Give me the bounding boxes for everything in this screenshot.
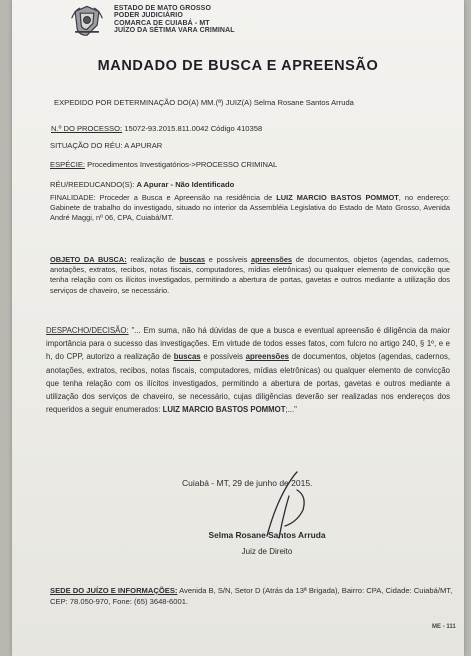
situacao-label: SITUAÇÃO DO RÉU: xyxy=(50,141,123,150)
expedido-value: Selma Rosane Santos Arruda xyxy=(253,98,354,107)
objeto-text: e possíveis xyxy=(208,255,248,264)
situacao-value: A APURAR xyxy=(124,141,163,150)
signer-name: Selma Rosane Santos Arruda xyxy=(208,530,326,540)
objeto-text: de documentos, objetos (agendas, cadernos, anotações, extratos, recibos, notas fiscais, computadores, mídias eletrônicas) ou qualquer elemento de convicção que tenha relação com os ilícitos investigados, permitindo a abertura de portas, gavetas e outros mediante a utilização dos serviços de chaveiro, se necessário. xyxy=(50,255,450,295)
page-code: ME - 111 xyxy=(432,624,456,630)
despacho-text: ;..." xyxy=(285,405,297,415)
header-line: PODER JUDICIÁRIO xyxy=(114,12,183,20)
court-header xyxy=(114,5,235,35)
header-line: ESTADO DE MATO GROSSO xyxy=(114,5,211,12)
despacho-text: "... Em suma, não há dúvidas de que a busca e eventual apreensão é diligência da maior importância para o sucesso das investigações. Em virtude de todos esses fatos, com fulcro no artigo 240, § 1º, e e h, do CPP, autorizo a realização de xyxy=(46,326,450,362)
document-title: MANDADO DE BUSCA E APREENSÃO xyxy=(97,58,379,74)
despacho-label: DESPACHO/DECISÃO: xyxy=(46,326,129,335)
court-footer xyxy=(50,585,470,607)
processo-field xyxy=(51,124,262,133)
especie-label: ESPÉCIE: xyxy=(50,160,86,169)
footer-label: SEDE DO JUÍZO E INFORMAÇÕES: xyxy=(50,586,178,595)
target-name: LUIZ MARCIO BASTOS POMMOT xyxy=(162,405,286,415)
processo-value: 15072-93.2015.811.0042 Código 410358 xyxy=(124,124,263,133)
despacho-text: e possíveis xyxy=(203,352,243,362)
finalidade-label: FINALIDADE: xyxy=(50,193,96,202)
finalidade-text: Proceder a Busca e Apreensão na residência de xyxy=(99,193,273,202)
objeto-paragraph xyxy=(50,255,450,296)
issue-date: Cuiabá - MT, 29 de junho de 2015. xyxy=(182,478,313,488)
header-line: JUÍZO DA SÉTIMA VARA CRIMINAL xyxy=(114,27,235,35)
especie-field xyxy=(50,160,277,169)
objeto-label: OBJETO DA BUSCA: xyxy=(50,255,127,264)
especie-value: Procedimentos Investigatórios->PROCESSO CRIMINAL xyxy=(87,160,278,169)
apreensoes-keyword: apreensões xyxy=(245,352,289,362)
finalidade-address: , no endereço: Gabinete de trabalho do investigado, situado no interior da Assembléia Legislativa do Estado de Mato Grosso, Avenida André Maggi, nº 06, CPA, Cuiabá/MT. xyxy=(50,193,451,223)
expedido-field xyxy=(54,98,354,107)
expedido-label: EXPEDIDO POR DETERMINAÇÃO DO(A) MM.(ª) JUIZ(A) xyxy=(54,98,252,107)
header-line: COMARCA DE CUIABÁ - MT xyxy=(114,19,210,27)
despacho-text: de documentos, objetos (agendas, cadernos, anotações, extratos, recibos, notas fiscais, computadores, mídias eletrônicas) ou qualquer elemento de convicção que tenha relação com os ilícitos investigados, permitindo a abertura de portas, gavetas e outros mediante a utilização dos serviços de chaveiro, se necessário, cujas diligências deverão ser realizadas nos endereços dos requeridos a seguir enumerados: xyxy=(46,352,451,415)
buscas-keyword: buscas xyxy=(179,255,206,264)
footer-address: Avenida B, S/N, Setor D (Atrás da 13ª Brigada), Bairro: CPA, Cidade: Cuiabá/MT, CEP: 78.050-970, Fone: (65) 3648-6001. xyxy=(50,586,453,606)
target-name: LUIZ MARCIO BASTOS POMMOT xyxy=(276,193,399,202)
reu-label: RÉU/REEDUCANDO(S): xyxy=(50,180,135,189)
buscas-keyword: buscas xyxy=(173,352,201,362)
processo-label: N.º DO PROCESSO: xyxy=(51,124,123,133)
despacho-paragraph xyxy=(46,324,450,416)
document-page xyxy=(12,0,464,656)
coat-of-arms-seal xyxy=(70,3,104,37)
objeto-text: realização de xyxy=(130,255,176,264)
reu-value: A Apurar - Não Identificado xyxy=(136,180,235,189)
reu-field xyxy=(50,180,234,189)
apreensoes-keyword: apreensões xyxy=(250,255,293,264)
finalidade-paragraph xyxy=(50,193,450,224)
signer-role: Juiz de Direito xyxy=(241,547,293,556)
situacao-field xyxy=(50,141,162,150)
